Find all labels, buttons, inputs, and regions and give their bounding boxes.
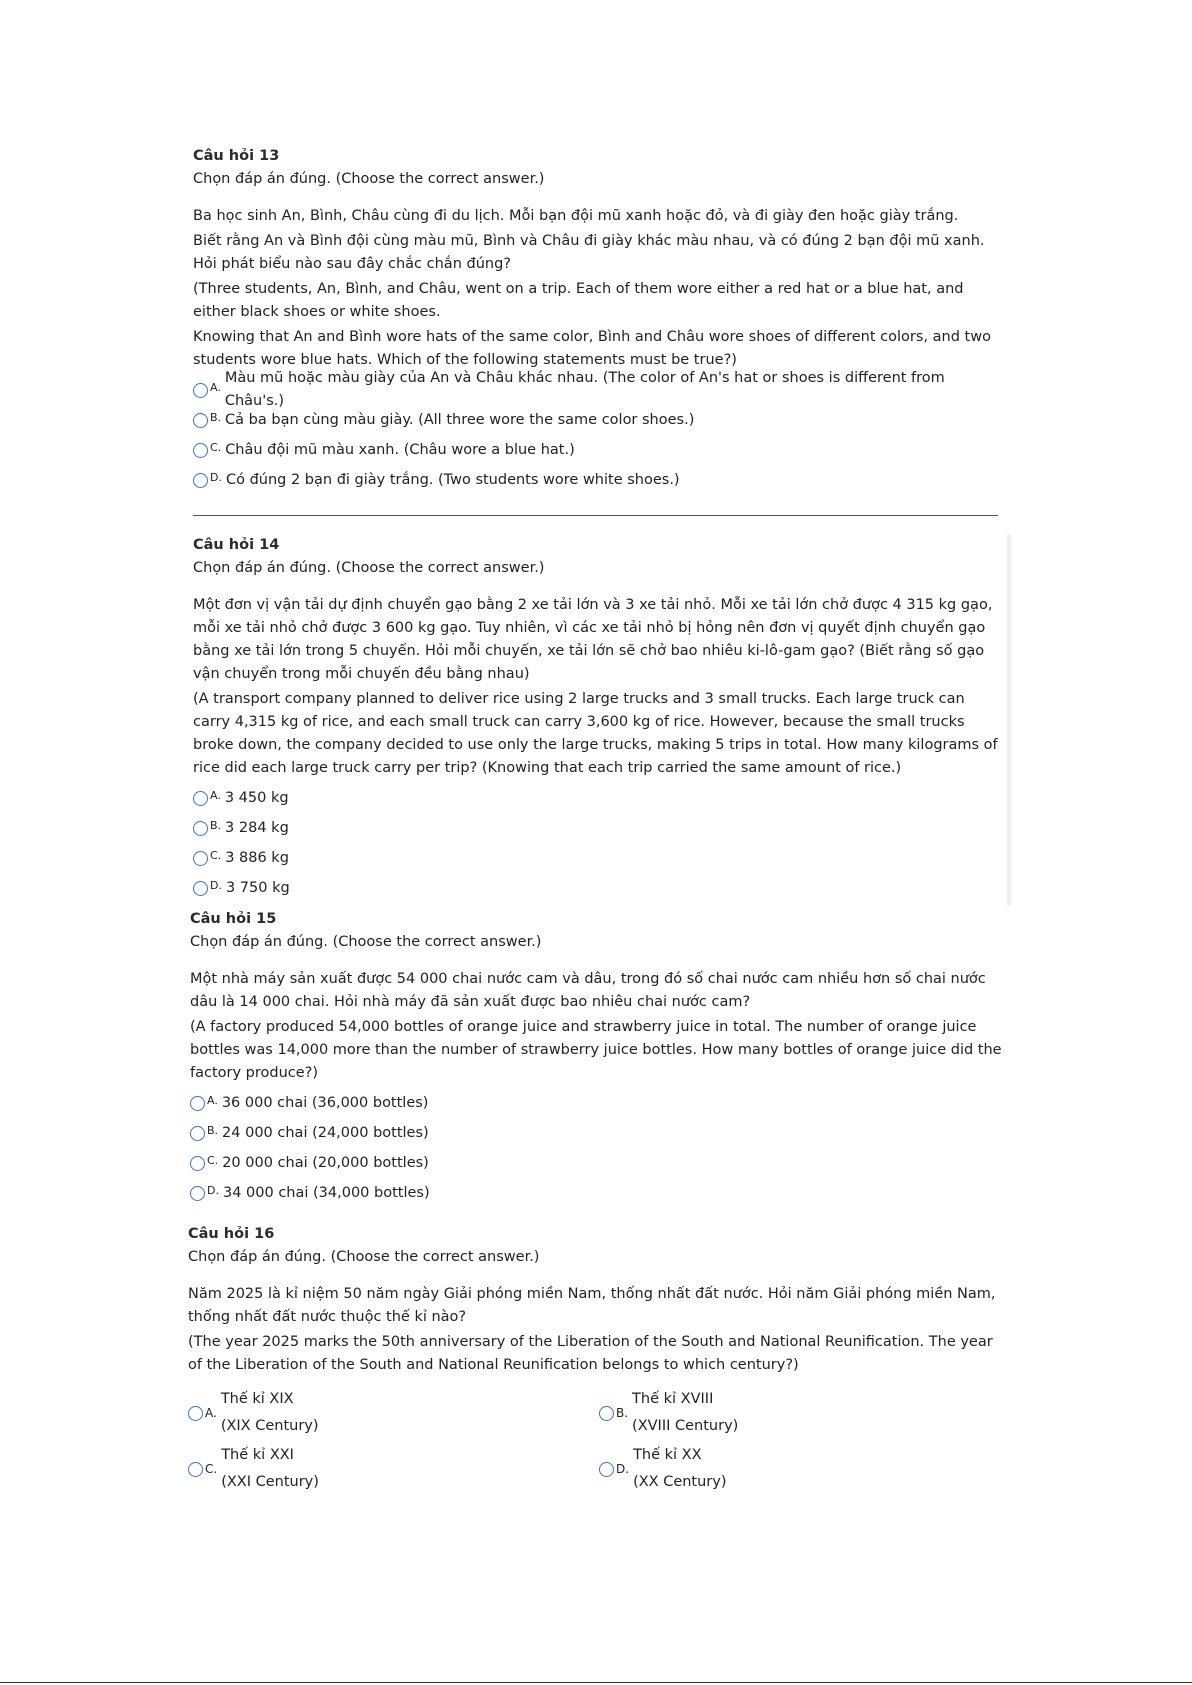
option-letter: D.: [210, 470, 222, 484]
radio-button-icon[interactable]: [193, 383, 208, 398]
question-instruction: Chọn đáp án đúng. (Choose the correct answer.): [193, 171, 545, 187]
radio-button-icon[interactable]: [190, 1096, 205, 1111]
option-letter: A.: [210, 380, 221, 394]
option-text: Màu mũ hoặc màu giày của An và Châu khác nhau. (The color of An's hat or shoes is different from Châu's.): [224, 370, 945, 409]
question-15: [190, 908, 1010, 1205]
radio-button-icon[interactable]: [193, 791, 208, 806]
option-text: Châu đội mũ màu xanh. (Châu wore a blue hat.): [225, 441, 575, 458]
answer-option-d[interactable]: [190, 1181, 1010, 1205]
question-paragraph: Năm 2025 là kỉ niệm 50 năm ngày Giải phóng miền Nam, thống nhất đất nước. Hỏi năm Giải phóng miền Nam, thống nhất đất nước thuộc thế kỉ nào?: [188, 1286, 996, 1325]
answer-option-a[interactable]: [193, 786, 1001, 810]
answer-option-a[interactable]: [193, 370, 1001, 409]
radio-button-icon[interactable]: [190, 1126, 205, 1141]
radio-button-icon[interactable]: [188, 1406, 203, 1421]
options-row-2: [188, 1441, 1010, 1497]
radio-button-icon[interactable]: [193, 851, 208, 866]
radio-button-icon[interactable]: [193, 881, 208, 896]
option-text-translation: (XX Century): [633, 1474, 727, 1490]
option-text: 20 000 chai (20,000 bottles): [222, 1154, 429, 1171]
question-paragraph: Ba học sinh An, Bình, Châu cùng đi du lịch. Mỗi bạn đội mũ xanh hoặc đỏ, và đi giày đen hoặc giày trắng.: [193, 208, 959, 224]
question-paragraph: Một nhà máy sản xuất được 54 000 chai nước cam và dâu, trong đó số chai nước cam nhiều hơn số chai nước dâu là 14 000 chai. Hỏi nhà máy đã sản xuất được bao nhiêu chai nước cam?: [190, 971, 986, 1010]
question-14: [193, 534, 1001, 900]
scroll-edge-shade: [1007, 534, 1011, 906]
radio-button-icon[interactable]: [193, 473, 208, 488]
radio-button-icon[interactable]: [599, 1462, 614, 1477]
option-letter: C.: [207, 1153, 219, 1167]
answer-option-d[interactable]: [193, 876, 1001, 900]
radio-button-icon[interactable]: [190, 1156, 205, 1171]
question-title: Câu hỏi 15: [190, 911, 277, 927]
option-letter: D.: [616, 1461, 630, 1476]
question-instruction: Chọn đáp án đúng. (Choose the correct answer.): [190, 934, 542, 950]
option-text: Thế kỉ XX: [633, 1447, 702, 1463]
question-paragraph: Knowing that An and Bình wore hats of the same color, Bình and Châu wore shoes of different colors, and two students wore blue hats. Which of the following statements must be true?): [193, 329, 991, 368]
question-title: Câu hỏi 13: [193, 148, 280, 164]
option-text: Thế kỉ XVIII: [632, 1391, 714, 1407]
option-letter: A.: [210, 788, 221, 802]
option-text: 3 284 kg: [225, 819, 289, 836]
question-paragraph: Biết rằng An và Bình đội cùng màu mũ, Bình và Châu đi giày khác màu nhau, và có đúng 2 bạn đội mũ xanh. Hỏi phát biểu nào sau đây chắc chắn đúng?: [193, 233, 985, 272]
option-letter: C.: [210, 848, 222, 862]
question-title: Câu hỏi 14: [193, 537, 280, 553]
option-letter: D.: [210, 878, 222, 892]
question-paragraph: (A factory produced 54,000 bottles of orange juice and strawberry juice in total. The number of orange juice bottles was 14,000 more than the number of strawberry juice bottles. How many bottles of orange juice did the factory produce?): [190, 1019, 1002, 1081]
option-letter: B.: [210, 410, 222, 424]
option-text-translation: (XXI Century): [221, 1474, 319, 1490]
answer-option-d[interactable]: [599, 1441, 1010, 1497]
radio-button-icon[interactable]: [599, 1406, 614, 1421]
question-instruction: Chọn đáp án đúng. (Choose the correct answer.): [193, 560, 545, 576]
option-letter: A.: [207, 1093, 218, 1107]
question-paragraph: (Three students, An, Bình, and Châu, went on a trip. Each of them wore either a red hat or a blue hat, and either black shoes or white shoes.: [193, 281, 964, 320]
radio-button-icon[interactable]: [193, 821, 208, 836]
option-letter: B.: [616, 1405, 629, 1420]
question-paragraph: (The year 2025 marks the 50th anniversary of the Liberation of the South and National Reunification. The year of the Liberation of the South and National Reunification belongs to which century?): [188, 1334, 993, 1373]
question-paragraph: Một đơn vị vận tải dự định chuyển gạo bằng 2 xe tải lớn và 3 xe tải nhỏ. Mỗi xe tải lớn chở được 4 315 kg gạo, mỗi xe tải nhỏ chở được 3 600 kg gạo. Tuy nhiên, vì các xe tải nhỏ bị hỏng nên đơn vị quyết định chuyển gạo bằng xe tải lớn trong 5 chuyến. Hỏi mỗi chuyến, xe tải lớn sẽ chở bao nhiêu ki-lô-gam gạo? (Biết rằng số gạo vận chuyển trong mỗi chuyến đều bằng nhau): [193, 597, 993, 682]
option-text: 3 450 kg: [224, 789, 289, 806]
radio-button-icon[interactable]: [193, 413, 208, 428]
answer-option-c[interactable]: [193, 846, 1001, 870]
page-bottom-rule: [0, 1682, 1192, 1683]
answer-option-c[interactable]: [190, 1151, 1010, 1175]
option-text: 24 000 chai (24,000 bottles): [222, 1124, 429, 1141]
answer-option-c[interactable]: [193, 438, 1001, 462]
question-divider: [193, 515, 998, 516]
question-13: [193, 145, 1001, 492]
answer-option-a[interactable]: [188, 1385, 599, 1441]
option-text: Có đúng 2 bạn đi giày trắng. (Two students wore white shoes.): [225, 471, 680, 488]
option-text: Thế kỉ XXI: [221, 1447, 294, 1463]
option-text-translation: (XIX Century): [220, 1418, 319, 1434]
question-paragraph: (A transport company planned to deliver rice using 2 large trucks and 3 small trucks. Each large truck can carry 4,315 kg of rice, and each small truck can carry 3,600 kg of rice. However, because the small trucks broke down, the company decided to use only the large trucks, making 5 trips in total. How many kilograms of rice did each large truck carry per trip? (Knowing that each trip carried the same amount of rice.): [193, 691, 998, 776]
answer-option-b[interactable]: [193, 816, 1001, 840]
answer-option-d[interactable]: [193, 468, 1001, 492]
question-16: [188, 1223, 1010, 1497]
option-text-translation: (XVIII Century): [632, 1418, 739, 1434]
option-text: Cả ba bạn cùng màu giày. (All three wore the same color shoes.): [225, 411, 695, 428]
option-letter: B.: [210, 818, 222, 832]
option-text: 3 886 kg: [225, 849, 289, 866]
answer-option-b[interactable]: [599, 1385, 1010, 1441]
option-text: 34 000 chai (34,000 bottles): [222, 1184, 430, 1201]
option-letter: B.: [207, 1123, 219, 1137]
option-text: Thế kỉ XIX: [220, 1391, 294, 1407]
radio-button-icon[interactable]: [190, 1186, 205, 1201]
radio-button-icon[interactable]: [193, 443, 208, 458]
option-letter: C.: [205, 1461, 218, 1476]
radio-button-icon[interactable]: [188, 1462, 203, 1477]
option-letter: D.: [207, 1183, 219, 1197]
answer-option-c[interactable]: [188, 1441, 599, 1497]
option-letter: A.: [205, 1405, 217, 1420]
option-text: 3 750 kg: [225, 879, 290, 896]
option-text: 36 000 chai (36,000 bottles): [221, 1094, 429, 1111]
options-row-1: [188, 1385, 1010, 1441]
question-instruction: Chọn đáp án đúng. (Choose the correct answer.): [188, 1249, 540, 1265]
option-letter: C.: [210, 440, 222, 454]
answer-option-a[interactable]: [190, 1091, 1010, 1115]
answer-option-b[interactable]: [190, 1121, 1010, 1145]
question-title: Câu hỏi 16: [188, 1226, 275, 1242]
